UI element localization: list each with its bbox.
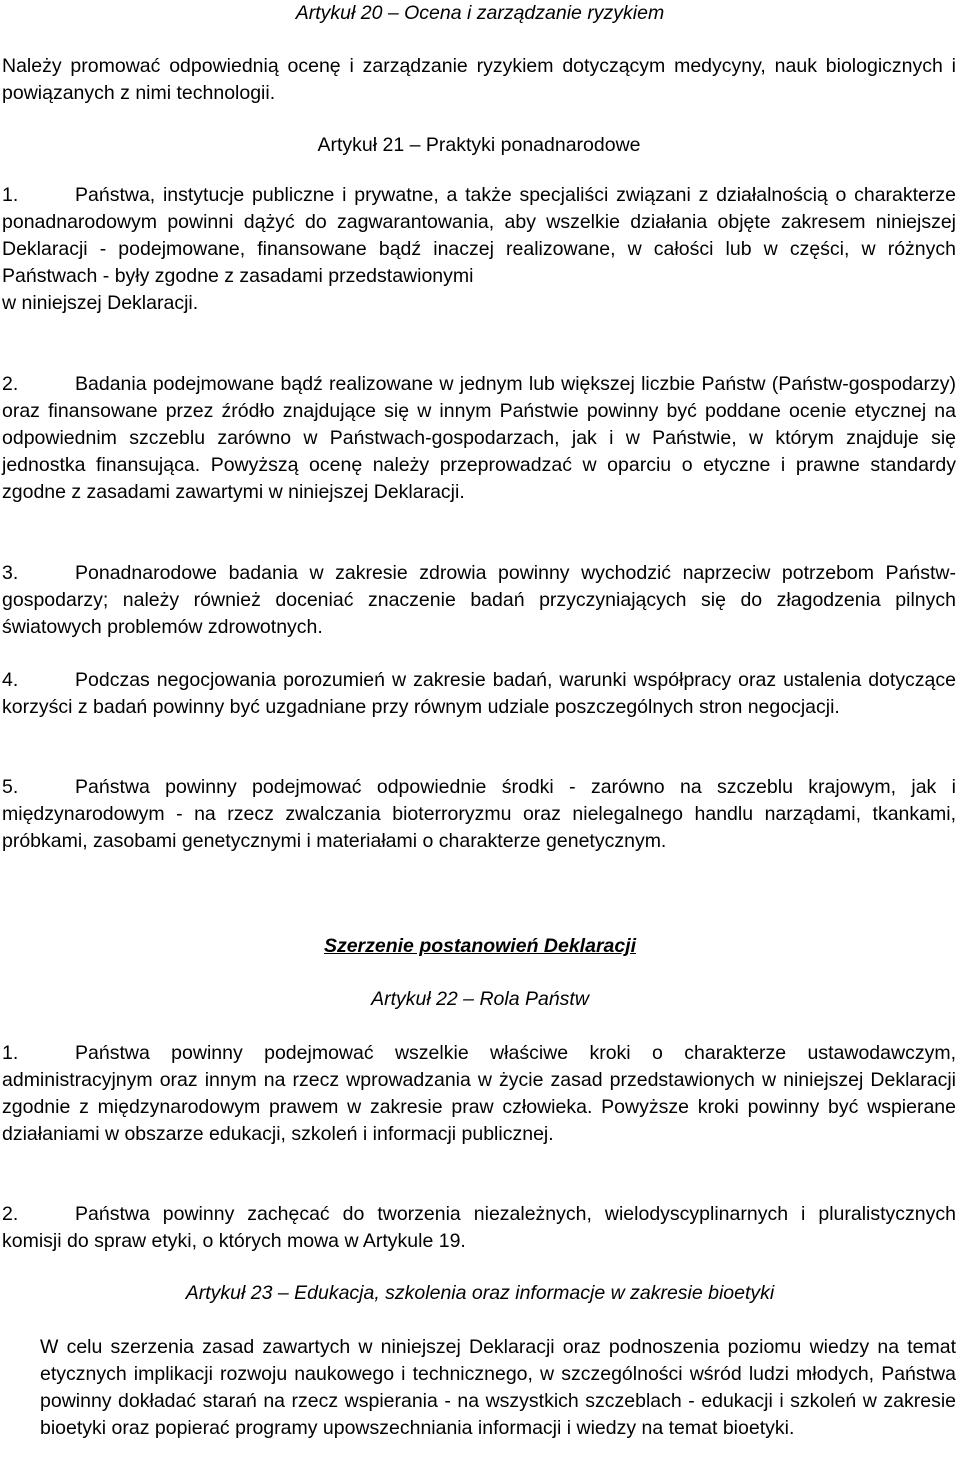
point-text: Państwa, instytucje publiczne i prywatne, a także specjaliści związani z działalnością o charakterze ponadnarodowym powinni dążyć do zagwarantowania, aby wszelkie działania objęte zakresem niniejszej Deklaracji - podejmowane, finansowane bądź inaczej realizowane, w całości lub w części, w różnych Państwach - były zgodne z zasadami przedstawionymi xyxy=(2,184,956,287)
article-21-heading: Artykuł 21 – Praktyki ponadnarodowe xyxy=(317,134,641,156)
article-22-point-2 xyxy=(2,1201,956,1255)
point-number xyxy=(2,1334,40,1361)
point-text: Podczas negocjowania porozumień w zakresie badań, warunki współpracy oraz ustalenia dotyczące korzyści z badań powinny być uzgadniane przy równym udziale poszczególnych stron negocjacji. xyxy=(2,669,956,718)
article-23-point-1 xyxy=(2,1334,956,1442)
point-text-tail: w niniejszej Deklaracji. xyxy=(2,292,199,314)
article-21-point-4 xyxy=(2,667,956,721)
point-number: 1. xyxy=(2,184,19,206)
article-21-point-1 xyxy=(2,182,956,317)
article-21-point-3 xyxy=(2,560,956,641)
section-heading: Szerzenie postanowień Deklaracji xyxy=(323,935,637,957)
article-22-heading: Artykuł 22 – Rola Państw xyxy=(371,988,589,1010)
point-number: 5. xyxy=(2,776,19,798)
point-text: Badania podejmowane bądź realizowane w jednym lub większej liczbie Państw (Państw-gospodarzy) oraz finansowane przez źródło znajdujące się w innym Państwie powinny być poddane ocenie etycznej na odpowiednim szczeblu zarówno w Państwach-gospodarzach, jak i w Państwie, w którym znajduje się jednostka finansująca. Powyższą ocenę należy przeprowadzać w oparciu o etyczne i prawne standardy zgodne z zasadami zawartymi w niniejszej Deklaracji. xyxy=(2,373,956,503)
point-text: Państwa powinny podejmować wszelkie właściwe kroki o charakterze ustawodawczym, administracyjnym oraz innym na rzecz wprowadzania w życie zasad przedstawionych w niniejszej Deklaracji zgodnie z międzynarodowym prawem w zakresie praw człowieka. Powyższe kroki powinny być wspierane działaniami w obszarze edukacji, szkoleń i informacji publicznej. xyxy=(2,1042,956,1145)
article-21-point-2 xyxy=(2,371,956,506)
point-number: 2. xyxy=(2,1203,19,1225)
article-22-point-1 xyxy=(2,1040,956,1148)
point-text: Ponadnarodowe badania w zakresie zdrowia powinny wychodzić naprzeciw potrzebom Państw-gospodarzy; należy również doceniać znaczenie badań przyczyniających się do złagodzenia pilnych światowych problemów zdrowotnych. xyxy=(2,562,956,638)
point-text: Państwa powinny podejmować odpowiednie środki - zarówno na szczeblu krajowym, jak i międzynarodowym - na rzecz zwalczania bioterroryzmu oraz nielegalnego handlu narządami, tkankami, próbkami, zasobami genetycznymi i materiałami o charakterze genetycznym. xyxy=(2,776,956,852)
article-20-heading: Artykuł 20 – Ocena i zarządzanie ryzykiem xyxy=(295,2,665,24)
point-number: 4. xyxy=(2,669,19,691)
article-20-body: Należy promować odpowiednią ocenę i zarządzanie ryzykiem dotyczącym medycyny, nauk biologicznych i powiązanych z nimi technologii. xyxy=(2,55,956,104)
point-number: 1. xyxy=(2,1042,19,1064)
point-text: Państwa powinny zachęcać do tworzenia niezależnych, wielodyscyplinarnych i pluralistycznych komisji do spraw etyki, o których mowa w Artykule 19. xyxy=(2,1203,956,1252)
point-number: 3. xyxy=(2,562,19,584)
article-23-heading: Artykuł 23 – Edukacja, szkolenia oraz informacje w zakresie bioetyki xyxy=(185,1282,775,1304)
point-text: W celu szerzenia zasad zawartych w niniejszej Deklaracji oraz podnoszenia poziomu wiedzy na temat etycznych implikacji rozwoju naukowego i technicznego, w szczególności wśród ludzi młodych, Państwa powinny dokładać starań na rzecz wspierania - na wszystkich szczeblach - edukacji i szkoleń w zakresie bioetyki oraz popierać programy upowszechniania informacji i wiedzy na temat bioetyki. xyxy=(40,1336,956,1439)
point-number: 2. xyxy=(2,373,19,395)
article-21-point-5 xyxy=(2,774,956,855)
